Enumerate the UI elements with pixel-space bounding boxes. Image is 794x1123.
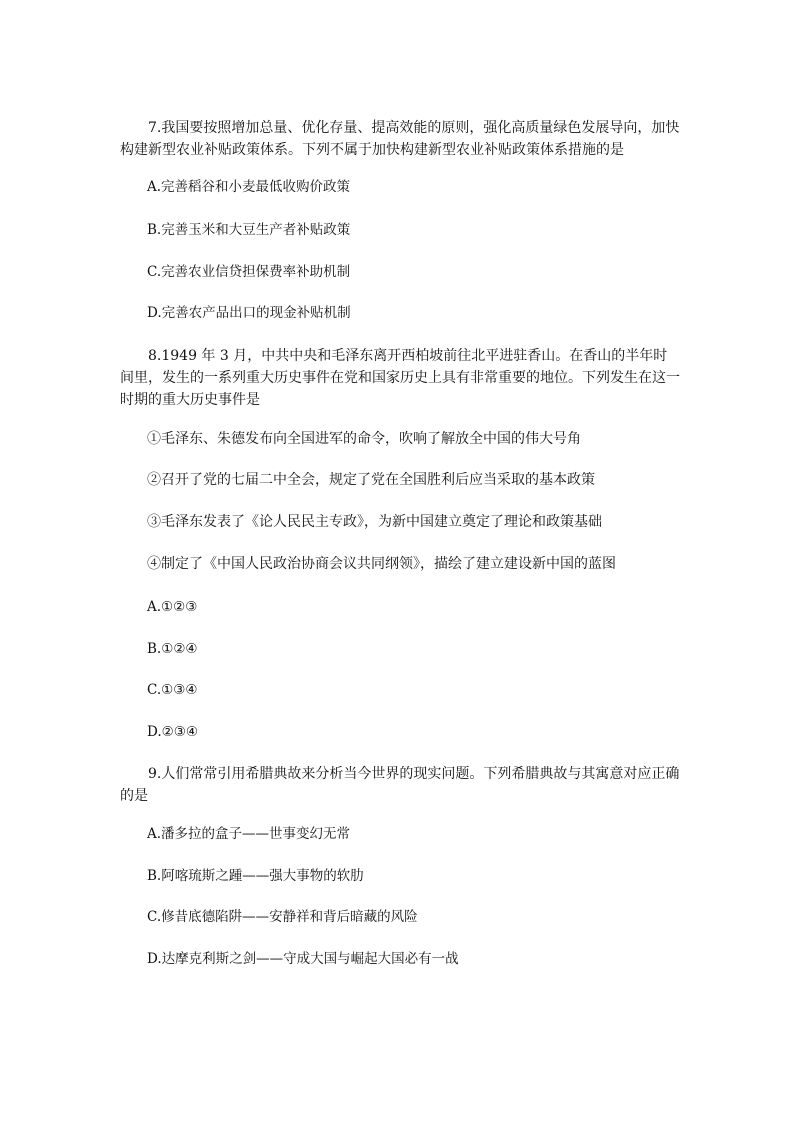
- question-8-option-a: A.①②③: [147, 599, 198, 615]
- question-8-stem: 8.1949 年 3 月，中共中央和毛泽东离开西柏坡前往北平进驻香山。在香山的半年时间里，发生的一系列重大历史事件在党和国家历史上具有非常重要的地位。下列发生在这一时期的重大历史事件是: [120, 348, 680, 408]
- question-7-option-b: B.完善玉米和大豆生产者补贴政策: [147, 222, 351, 238]
- question-9-option-d: D.达摩克利斯之剑——守成大国与崛起大国必有一战: [147, 951, 459, 967]
- question-7-option-c: C.完善农业信贷担保费率补助机制: [147, 264, 351, 280]
- question-9-option-b: B.阿喀琉斯之踵——强大事物的软肋: [147, 868, 364, 884]
- question-9-stem: 9.人们常常引用希腊典故来分析当今世界的现实问题。下列希腊典故与其寓意对应正确的是: [120, 766, 680, 804]
- question-9-option-c: C.修昔底德陷阱——安静祥和背后暗藏的风险: [147, 909, 418, 925]
- question-8-statement-1: ①毛泽东、朱德发布向全国进军的命令，吹响了解放全中国的伟大号角: [147, 431, 581, 447]
- question-8-option-c: C.①③④: [147, 682, 198, 698]
- question-9-option-a: A.潘多拉的盒子——世事变幻无常: [147, 826, 351, 842]
- question-8-statement-3: ③毛泽东发表了《论人民民主专政》，为新中国建立奠定了理论和政策基础: [147, 514, 602, 530]
- question-8-option-d: D.②③④: [147, 724, 198, 740]
- question-8-statement-4: ④制定了《中国人民政治协商会议共同纲领》，描绘了建立建设新中国的蓝图: [147, 556, 616, 572]
- question-7-option-a: A.完善稻谷和小麦最低收购价政策: [147, 179, 351, 195]
- question-7-stem: 7.我国要按照增加总量、优化存量、提高效能的原则，强化高质量绿色发展导向，加快构建新型农业补贴政策体系。下列不属于加快构建新型农业补贴政策体系措施的是: [120, 120, 680, 158]
- question-8-option-b: B.①②④: [147, 641, 198, 657]
- question-8-statement-2: ②召开了党的七届二中全会，规定了党在全国胜利后应当采取的基本政策: [147, 472, 595, 488]
- question-7-option-d: D.完善农产品出口的现金补贴机制: [147, 305, 351, 321]
